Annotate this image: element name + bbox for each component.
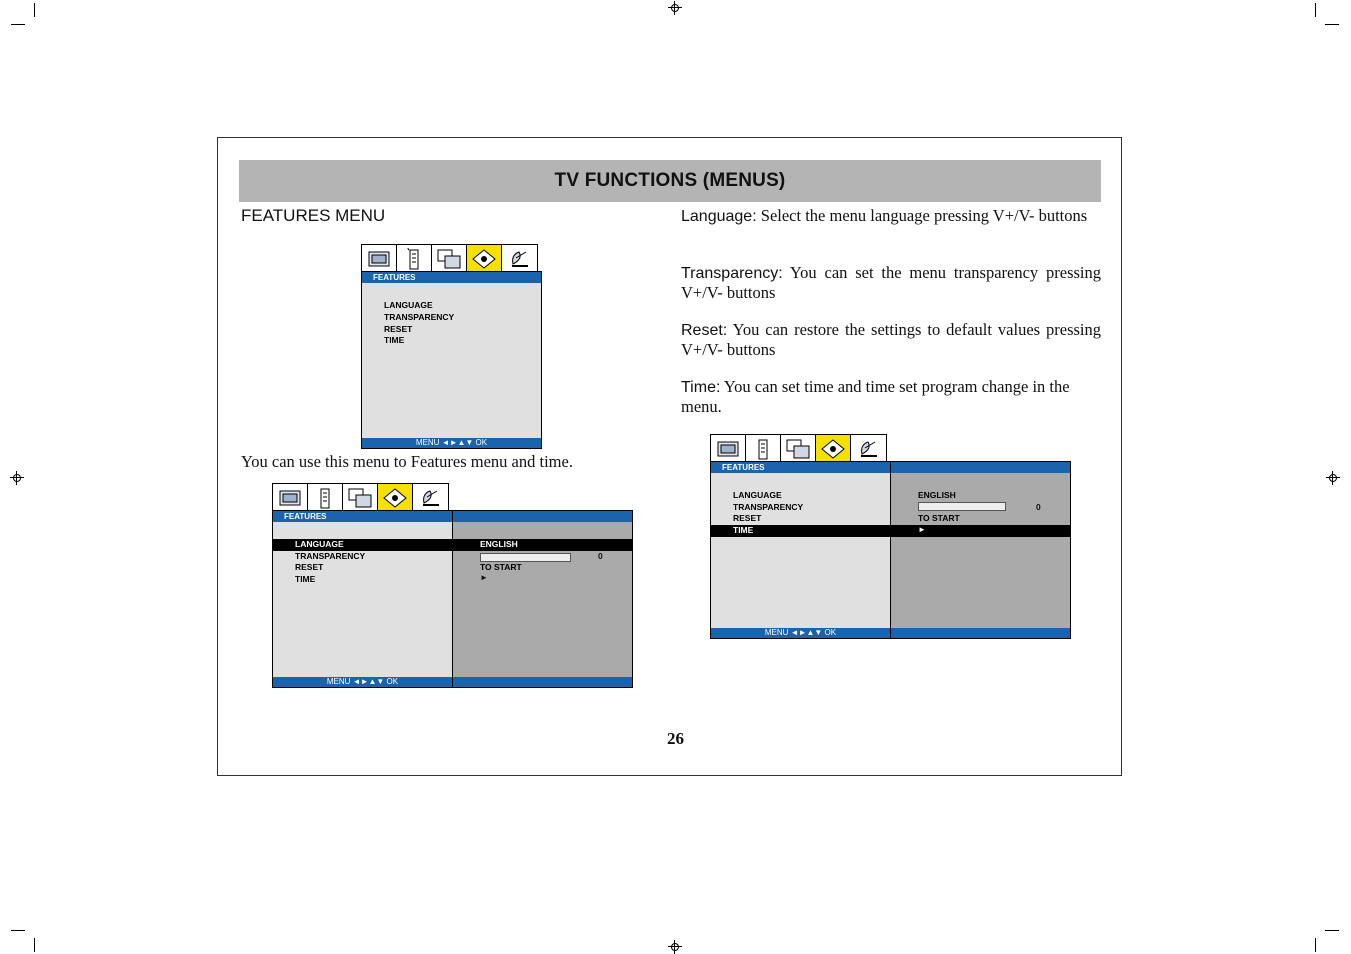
picture-icon (711, 435, 746, 462)
picture-icon (273, 484, 308, 511)
page-number: 26 (667, 729, 684, 748)
term-time: Time: (681, 379, 721, 396)
windows-icon (432, 245, 467, 272)
remote-control-icon (397, 245, 432, 272)
term-transparency: Transparency: (681, 265, 783, 282)
transparency-slider[interactable] (918, 502, 1006, 511)
crop-mark (1315, 3, 1316, 17)
windows-icon (781, 435, 816, 462)
description-time: Time: You can set time and time set program change in the menu. (681, 377, 1070, 416)
registration-mark (1326, 471, 1340, 485)
menu-item-language[interactable]: LANGUAGE (733, 490, 782, 500)
menu-item-time[interactable]: TIME (733, 525, 754, 535)
osd-footer: MENU ◄►▲▼ OK (711, 628, 890, 638)
language-value[interactable]: ENGLISH (918, 490, 956, 500)
menu-item-language[interactable]: LANGUAGE (384, 300, 433, 310)
term-reset: Reset: (681, 322, 728, 339)
registration-mark (668, 1, 682, 15)
menu-item-time[interactable]: TIME (295, 574, 316, 584)
transparency-value: 0 (598, 551, 603, 561)
menu-item-language[interactable]: LANGUAGE (295, 539, 344, 549)
osd-icon-bar (710, 434, 887, 462)
page-title: TV FUNCTIONS (MENUS) (554, 170, 786, 191)
menu-item-transparency[interactable]: TRANSPARENCY (384, 312, 455, 322)
menu-item-reset[interactable]: RESET (384, 324, 413, 334)
crop-mark (1325, 24, 1339, 25)
description-reset: Reset: You can restore the settings to default values pressing V+/V- buttons (681, 320, 1101, 359)
menu-item-transparency[interactable]: TRANSPARENCY (295, 551, 366, 561)
description-language: Language: Select the menu language pressing V+/V- buttons (681, 206, 1088, 225)
features-diamond-icon (378, 484, 413, 511)
menu-item-time[interactable]: TIME (384, 335, 405, 345)
description-transparency: Transparency: You can set the menu transparency pressing V+/V- buttons (681, 263, 1101, 302)
reset-value[interactable]: TO START (918, 513, 960, 523)
registration-mark (10, 471, 24, 485)
satellite-dish-icon (502, 245, 537, 272)
section-title: FEATURES MENU (241, 206, 386, 225)
menu-item-reset[interactable]: RESET (733, 513, 762, 523)
crop-mark (34, 938, 35, 952)
transparency-slider[interactable] (480, 553, 571, 562)
highlight-row (711, 525, 1070, 537)
title-bar (239, 160, 1101, 202)
osd-footer: MENU ◄►▲▼ OK (273, 677, 452, 687)
menu-item-reset[interactable]: RESET (295, 562, 324, 572)
crop-mark (11, 930, 25, 931)
osd-icon-bar (361, 244, 538, 272)
menu-item-transparency[interactable]: TRANSPARENCY (733, 502, 804, 512)
osd-menu-title: FEATURES (722, 463, 765, 472)
osd-menu-title: FEATURES (373, 273, 416, 282)
osd-footer: MENU ◄►▲▼ OK (362, 438, 541, 448)
remote-control-icon (308, 484, 343, 511)
osd-menu-title: FEATURES (284, 512, 327, 521)
registration-mark (668, 940, 682, 954)
satellite-dish-icon (851, 435, 886, 462)
time-arrow-icon[interactable]: ► (480, 573, 488, 582)
remote-control-icon (746, 435, 781, 462)
picture-icon (362, 245, 397, 272)
crop-mark (1315, 938, 1316, 952)
language-value[interactable]: ENGLISH (480, 539, 518, 549)
transparency-value: 0 (1036, 502, 1041, 512)
crop-mark (11, 24, 25, 25)
satellite-dish-icon (413, 484, 448, 511)
time-arrow-icon[interactable]: ► (918, 525, 926, 534)
osd-icon-bar (272, 483, 449, 511)
features-diamond-icon (467, 245, 502, 272)
reset-value[interactable]: TO START (480, 562, 522, 572)
windows-icon (343, 484, 378, 511)
term-language: Language: (681, 208, 757, 225)
crop-mark (34, 3, 35, 17)
crop-mark (1325, 930, 1339, 931)
features-diamond-icon (816, 435, 851, 462)
intro-text: You can use this menu to Features menu and time. (241, 452, 573, 471)
